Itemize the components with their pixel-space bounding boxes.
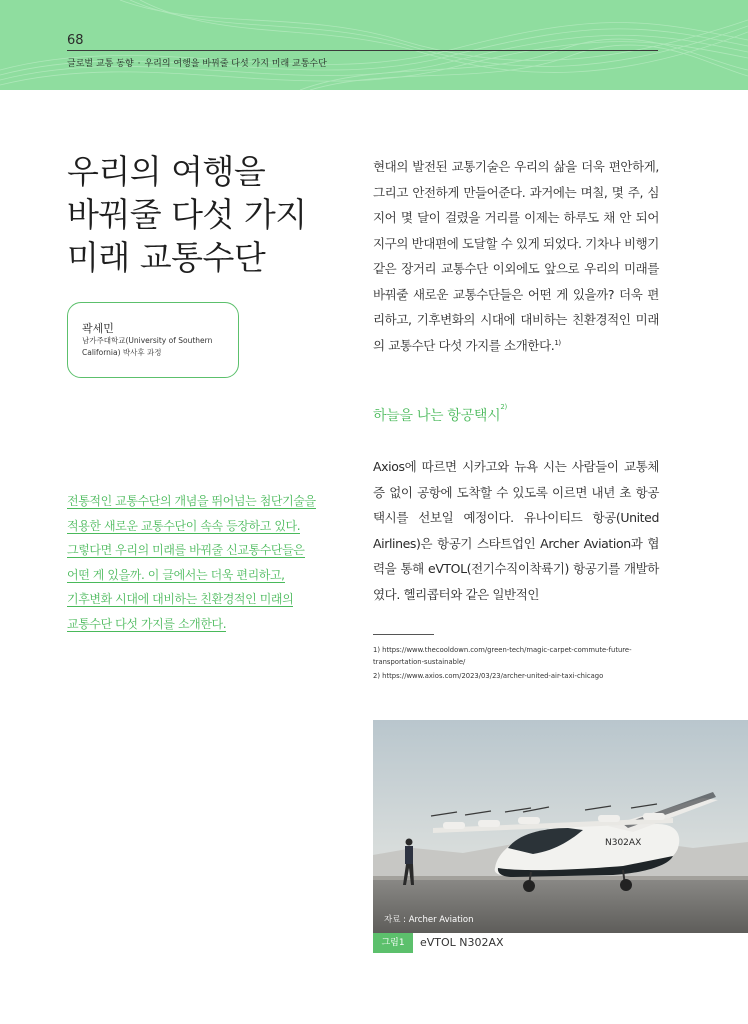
footnote-1: 1) https://www.thecooldown.com/green-tech/magic-carpet-commute-future-transportation-sustainable/: [373, 646, 632, 666]
lead-line-4: 어떤 게 있을까. 이 글에서는 더욱 편리하고,: [67, 567, 285, 582]
header-wave-pattern: [0, 0, 748, 90]
article-title: [67, 150, 357, 279]
title-line-3: 미래 교통수단: [67, 238, 266, 277]
evtol-photo: [373, 720, 748, 933]
title-line-1: 우리의 여행을: [67, 152, 266, 191]
figure-badge: 그림1: [373, 933, 413, 953]
running-head-article: 우리의 여행을 바꿔줄 다섯 가지 미래 교통수단: [144, 59, 327, 69]
section-subhead: [373, 405, 507, 425]
title-line-2: 바꿔줄 다섯 가지: [67, 195, 307, 234]
footnotes: [373, 645, 663, 686]
intro-text: 현대의 발전된 교통기술은 우리의 삶을 더욱 편안하게, 그리고 안전하게 만들어준다. 과거에는 며칠, 몇 주, 심지어 몇 달이 걸렸을 거리를 이제는 하루도 채 안 되어 지구의 반대편에 도달할 수 있게 되었다. 기차나 비행기 같은 장거리 교통수단 이외에도 앞으로 우리의 미래를 바꿔줄 새로운 교통수단들은 어떤 게 있을까? 더욱 편리하고, 기후변화의 시대에 대비하는 친환경적인 미래의 교통수단 다섯 가지를 소개한다.: [373, 159, 659, 353]
lead-line-6: 교통수단 다섯 가지를 소개한다.: [67, 616, 227, 631]
subhead-text: 하늘을 나는 항공택시: [373, 408, 501, 424]
page-header: [0, 0, 748, 90]
footnote-ref-2: 2): [500, 403, 507, 411]
lead-line-2: 적용한 새로운 교통수단이 속속 등장하고 있다.: [67, 518, 301, 533]
running-head-section: 글로벌 교통 동향: [67, 59, 134, 69]
footnote-ref-1: 1): [554, 338, 561, 347]
aircraft-marking: N302AX: [605, 838, 642, 848]
intro-paragraph: [373, 154, 659, 358]
header-rule: [67, 50, 658, 51]
page-number: 68: [67, 33, 84, 48]
photo-credit: 자료 : Archer Aviation: [384, 915, 474, 925]
lead-paragraph: [67, 489, 339, 636]
lead-line-5: 기후변화 시대에 대비하는 친환경적인 미래의: [67, 592, 294, 606]
lead-line-3: 그렇다면 우리의 미래를 바꿔줄 신교통수단들은: [67, 543, 305, 557]
section1-paragraph: Axios에 따르면 시카고와 뉴욕 시는 사람들이 교통체증 없이 공항에 도착할 수 있도록 이르면 내년 초 항공 택시를 선보일 예정이다. 유나이티드 항공(United Airlines)은 항공기 스타트업인 Archer Aviation과 협력을 통해 eVTOL(전기수직이착륙기) 항공기를 개발하였다. 헬리콥터와 같은 일반적인: [373, 459, 659, 602]
author-name: 곽세민: [82, 322, 114, 335]
running-head: [67, 56, 327, 69]
author-affiliation: 남가주대학교(University of Southern California) 박사후 과정: [82, 336, 213, 357]
lead-line-1: 전통적인 교통수단의 개념을 뛰어넘는 첨단기술을: [67, 494, 316, 508]
footnote-rule: [373, 634, 434, 635]
figure-caption: eVTOL N302AX: [420, 936, 504, 949]
running-head-separator: ·: [137, 59, 141, 69]
footnote-2: 2) https://www.axios.com/2023/03/23/archer-united-air-taxi-chicago: [373, 672, 604, 680]
